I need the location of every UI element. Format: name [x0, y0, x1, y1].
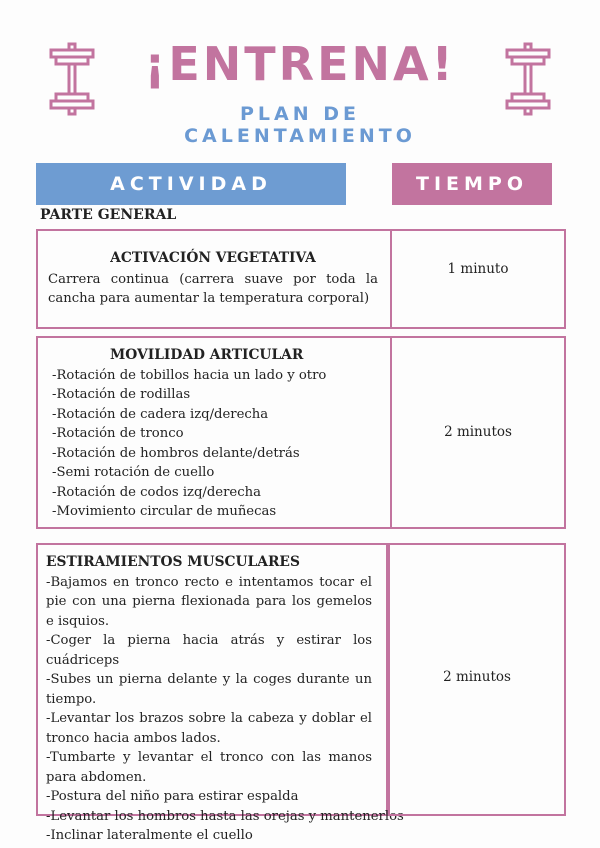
- list-item: -Rotación de tronco: [52, 426, 184, 441]
- section-label: PARTE GENERAL: [40, 207, 177, 223]
- list-item: -Rotación de hombros delante/detrás: [52, 445, 300, 461]
- time-cell-2: [390, 336, 566, 529]
- list-item: -Bajamos en tronco recto e intentamos tocar el pie con una pierna flexionada para los gemelos e isquios.: [46, 574, 372, 629]
- page-subtitle-line2: CALENTAMIENTO: [184, 125, 416, 147]
- list-item: -Subes un pierna delante y la coges durante un tiempo.: [46, 672, 372, 707]
- list-item: -Coger la pierna hacia atrás y estirar los cuádriceps: [46, 633, 372, 668]
- list-item: -Tumbarte y levantar el tronco con las manos para abdomen.: [46, 750, 372, 785]
- activity-cell-1: [36, 229, 392, 329]
- list-item: -Rotación de tobillos hacia un lado y otro: [52, 367, 327, 383]
- time-cell-1: [390, 229, 566, 329]
- activity-description: Carrera continua (carrera suave por toda la cancha para aumentar la temperatura corporal): [48, 271, 378, 306]
- list-item: -Levantar los hombros hasta las orejas y mantenerlos: [46, 808, 404, 824]
- list-item: -Movimiento circular de muñecas: [52, 504, 277, 519]
- list-item: -Levantar los brazos sobre la cabeza y doblar el tronco hacia ambos lados.: [46, 711, 372, 746]
- list-item: -Inclinar lateralmente el cuello: [46, 828, 253, 843]
- activity-cell-2: [36, 336, 392, 529]
- list-item: -Rotación de rodillas: [52, 387, 191, 402]
- page-subtitle-line1: PLAN DE: [239, 103, 360, 125]
- column-header-time: TIEMPO: [392, 163, 552, 205]
- time-value: 2 minutos: [444, 424, 512, 440]
- column-header-activity: ACTIVIDAD: [36, 163, 346, 205]
- activity-title: ESTIRAMIENTOS MUSCULARES: [46, 554, 300, 570]
- time-value: 1 minuto: [447, 261, 509, 277]
- list-item: -Rotación de codos izq/derecha: [52, 484, 261, 500]
- list-item: -Semi rotación de cuello: [52, 465, 215, 480]
- list-item: -Postura del niño para estirar espalda: [46, 789, 299, 804]
- list-item: -Rotación de cadera izq/derecha: [52, 406, 269, 422]
- page-title: ¡ENTRENA!: [144, 37, 456, 91]
- time-value: 2 minutos: [443, 669, 511, 685]
- activity-title: MOVILIDAD ARTICULAR: [110, 347, 304, 363]
- time-cell-3: [388, 543, 566, 816]
- activity-title: ACTIVACIÓN VEGETATIVA: [110, 250, 316, 266]
- activity-cell-3: [36, 543, 404, 843]
